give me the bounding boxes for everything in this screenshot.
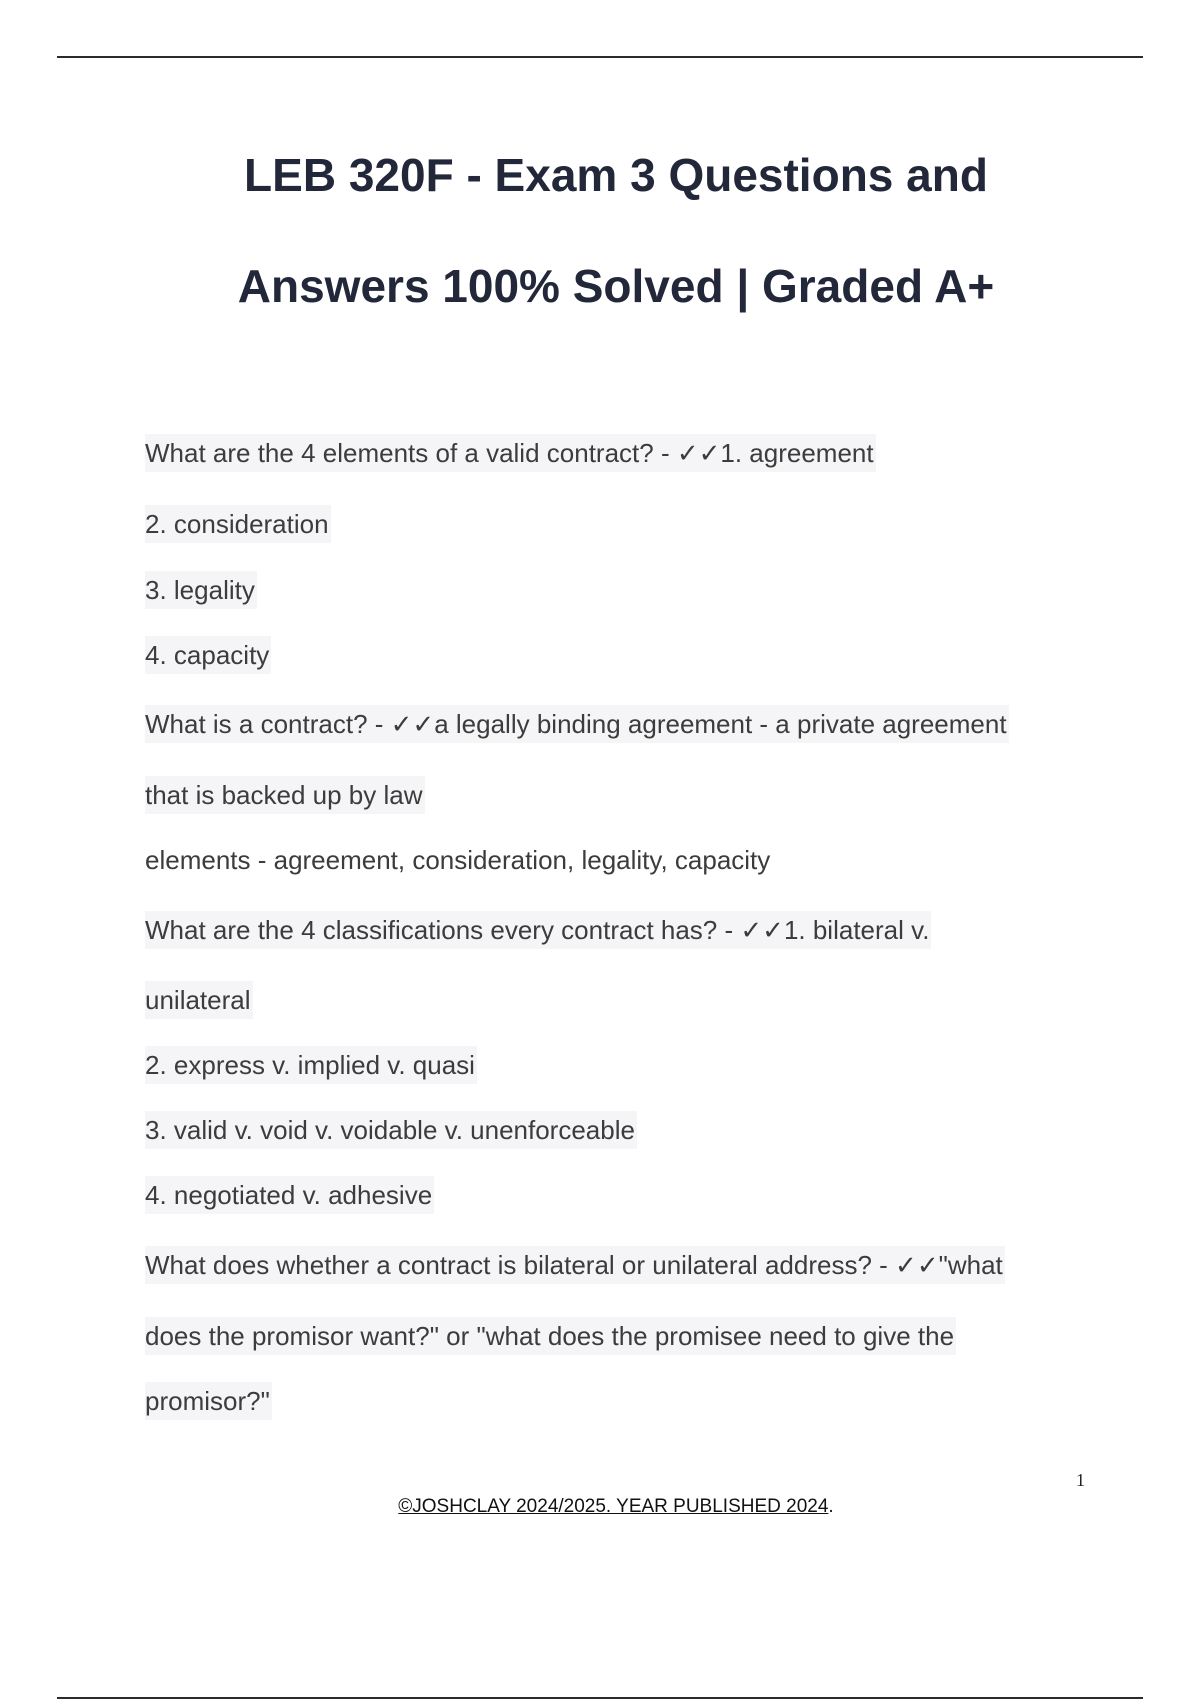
footer-period: .: [828, 1496, 834, 1517]
answer-line: 3. valid v. void v. voidable v. unenforceable: [145, 1111, 637, 1149]
question-line: What are the 4 classifications every contract has? - ✓✓1. bilateral v.: [145, 911, 931, 949]
answer-line: that is backed up by law: [145, 776, 425, 814]
answer-line: 2. consideration: [145, 505, 331, 543]
footer-copyright-text: ©JOSHCLAY 2024/2025. YEAR PUBLISHED 2024: [398, 1496, 829, 1517]
page-number: 1: [1076, 1470, 1085, 1490]
answer-line: 4. negotiated v. adhesive: [145, 1176, 434, 1214]
question-line: What is a contract? - ✓✓a legally binding agreement - a private agreement: [145, 705, 1009, 743]
answer-line: elements - agreement, consideration, legality, capacity: [145, 845, 771, 875]
bottom-rule: [57, 1697, 1143, 1699]
answer-line: does the promisor want?" or "what does the promisee need to give the: [145, 1317, 956, 1355]
answer-line: 3. legality: [145, 571, 257, 609]
question-line: What are the 4 elements of a valid contract? - ✓✓1. agreement: [145, 434, 876, 472]
top-rule: [57, 56, 1143, 58]
answer-line: unilateral: [145, 981, 253, 1019]
title-line-1: LEB 320F - Exam 3 Questions and: [244, 149, 988, 201]
answer-line: 4. capacity: [145, 636, 271, 674]
copyright-footer: [0, 1496, 1200, 1518]
question-line: What does whether a contract is bilateral or unilateral address? - ✓✓"what: [145, 1246, 1005, 1284]
answer-line: 2. express v. implied v. quasi: [145, 1046, 477, 1084]
answer-line: promisor?": [145, 1382, 272, 1420]
title-line-2: Answers 100% Solved | Graded A+: [237, 260, 995, 312]
